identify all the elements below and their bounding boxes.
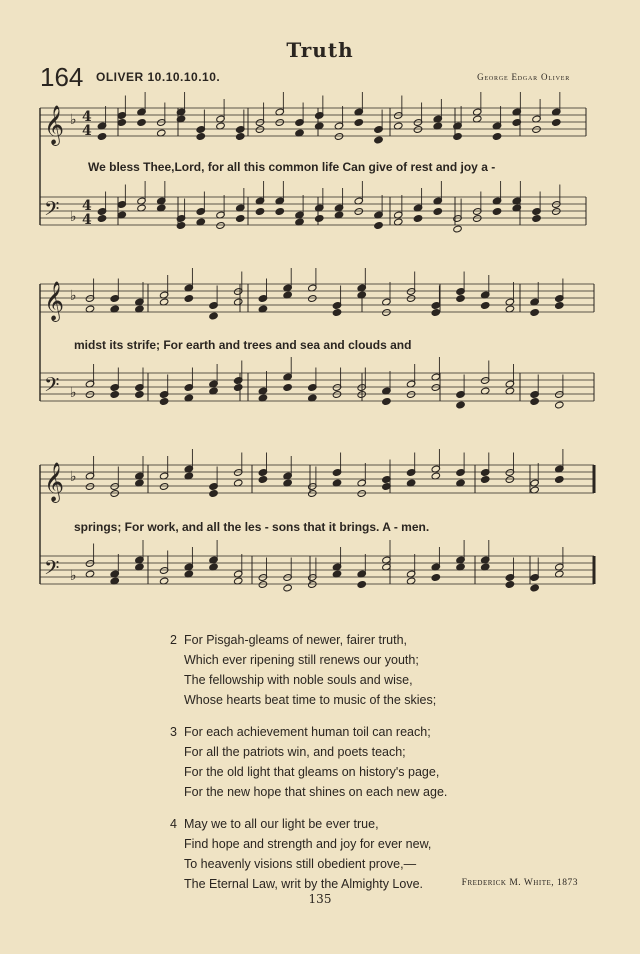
note-head — [382, 309, 391, 317]
stanza-2 — [170, 630, 610, 710]
note-head — [413, 215, 422, 223]
note-head — [354, 208, 363, 216]
tune-name: OLIVER 10.10.10.10. — [96, 70, 221, 84]
stanza-line: Whose hearts beat time to music of the skies; — [184, 693, 437, 707]
note-head — [275, 119, 284, 127]
note-head — [382, 398, 391, 406]
flat-sign: ♭ — [70, 385, 77, 401]
note-head — [357, 581, 366, 589]
note-head — [530, 309, 539, 317]
bass-clef: 𝄢 — [44, 556, 60, 584]
stanza-line: Find hope and strength and joy for ever new, — [184, 837, 432, 851]
note-head — [530, 584, 539, 592]
note-head — [532, 126, 541, 134]
note-head — [159, 398, 168, 406]
note-head — [275, 208, 284, 216]
lyric-line-3: springs; For work, and all the les - sons that it brings. A - men. — [74, 520, 430, 534]
bass-clef: 𝄢 — [44, 197, 60, 225]
note-head — [453, 133, 462, 141]
note-head — [431, 574, 440, 582]
note-head — [308, 295, 317, 303]
note-head — [532, 215, 541, 223]
note-head — [552, 119, 561, 127]
note-head — [196, 133, 205, 141]
note-head — [334, 133, 343, 141]
stanza-line: For the old light that gleams on history's page, — [184, 765, 440, 779]
note-head — [216, 222, 225, 230]
note-head — [406, 295, 415, 303]
flat-sign: ♭ — [70, 209, 77, 225]
stanza-line: For the new hope that shines on each new age. — [184, 785, 448, 799]
note-head — [357, 490, 366, 498]
note-head — [480, 302, 489, 310]
note-head — [555, 302, 564, 310]
note-head — [110, 490, 119, 498]
note-head — [480, 476, 489, 484]
note-head — [433, 208, 442, 216]
time-signature: 4 — [82, 123, 92, 139]
stanzas — [170, 630, 610, 906]
note-head — [85, 483, 94, 491]
note-head — [332, 391, 341, 399]
note-head — [97, 215, 106, 223]
note-head — [332, 309, 341, 317]
note-head — [456, 295, 465, 303]
stanza-line: For all the patriots win, and poets teach; — [184, 745, 406, 759]
treble-clef: 𝄞 — [44, 281, 65, 321]
note-head — [374, 136, 383, 144]
note-head — [97, 133, 106, 141]
note-head — [530, 398, 539, 406]
note-head — [137, 119, 146, 127]
stanza-line: To heavenly visions still obedient prove,— — [184, 857, 417, 871]
note-head — [473, 215, 482, 223]
flat-sign: ♭ — [70, 288, 77, 304]
note-head — [159, 483, 168, 491]
note-head — [283, 584, 292, 592]
flat-sign: ♭ — [70, 568, 77, 584]
note-head — [431, 384, 440, 392]
lyric-line-1: We bless Thee,Lord, for all this common life Can give of rest and joy a - — [88, 160, 496, 174]
stanza-number: 3 — [170, 725, 177, 739]
note-head — [236, 215, 245, 223]
section-title: Truth — [286, 38, 354, 62]
note-head — [110, 391, 119, 399]
note-head — [413, 126, 422, 134]
note-head — [135, 391, 144, 399]
note-head — [492, 133, 501, 141]
note-head — [255, 208, 264, 216]
note-head — [209, 490, 218, 498]
note-head — [85, 391, 94, 399]
note-head — [308, 581, 317, 589]
time-signature: 4 — [82, 109, 92, 125]
note-head — [315, 215, 324, 223]
note-head — [374, 222, 383, 230]
note-head — [308, 490, 317, 498]
note-head — [255, 126, 264, 134]
note-head — [236, 133, 245, 141]
stanza-line: For Pisgah-gleams of newer, fairer truth, — [184, 633, 408, 647]
author-credit: Frederick M. White, 1873 — [461, 878, 578, 888]
note-head — [555, 401, 564, 409]
hymn-number: 164 — [40, 62, 84, 92]
note-head — [456, 401, 465, 409]
stanza-line: For each achievement human toil can reach; — [184, 725, 431, 739]
note-head — [354, 119, 363, 127]
note-head — [505, 581, 514, 589]
composer-credit: George Edgar Oliver — [477, 72, 570, 82]
page-number: 135 — [308, 892, 332, 906]
treble-clef: 𝄞 — [44, 105, 65, 145]
note-head — [184, 295, 193, 303]
flat-sign: ♭ — [70, 469, 77, 485]
note-head — [406, 391, 415, 399]
bass-clef: 𝄢 — [44, 373, 60, 401]
stanza-line: The fellowship with noble souls and wise, — [184, 673, 413, 687]
note-head — [258, 476, 267, 484]
lyric-line-2: midst its strife; For earth and trees and sea and clouds and — [74, 338, 412, 352]
stanza-line: May we to all our light be ever true, — [184, 817, 379, 831]
note-head — [233, 384, 242, 392]
note-head — [505, 476, 514, 484]
note-head — [453, 225, 462, 233]
note-head — [555, 476, 564, 484]
stanza-3 — [170, 722, 610, 802]
stanza-line: The Eternal Law, writ by the Almighty Love. — [184, 877, 424, 891]
note-head — [258, 581, 267, 589]
stanza-number: 4 — [170, 817, 177, 831]
note-head — [552, 208, 561, 216]
flat-sign: ♭ — [70, 112, 77, 128]
note-head — [283, 384, 292, 392]
stanza-line: Which ever ripening still renews our youth; — [184, 653, 419, 667]
stanza-number: 2 — [170, 633, 177, 647]
note-head — [431, 309, 440, 317]
note-head — [492, 208, 501, 216]
treble-clef: 𝄞 — [44, 462, 65, 502]
note-head — [209, 312, 218, 320]
time-signature: 4 — [82, 212, 92, 228]
time-signature: 4 — [82, 198, 92, 214]
